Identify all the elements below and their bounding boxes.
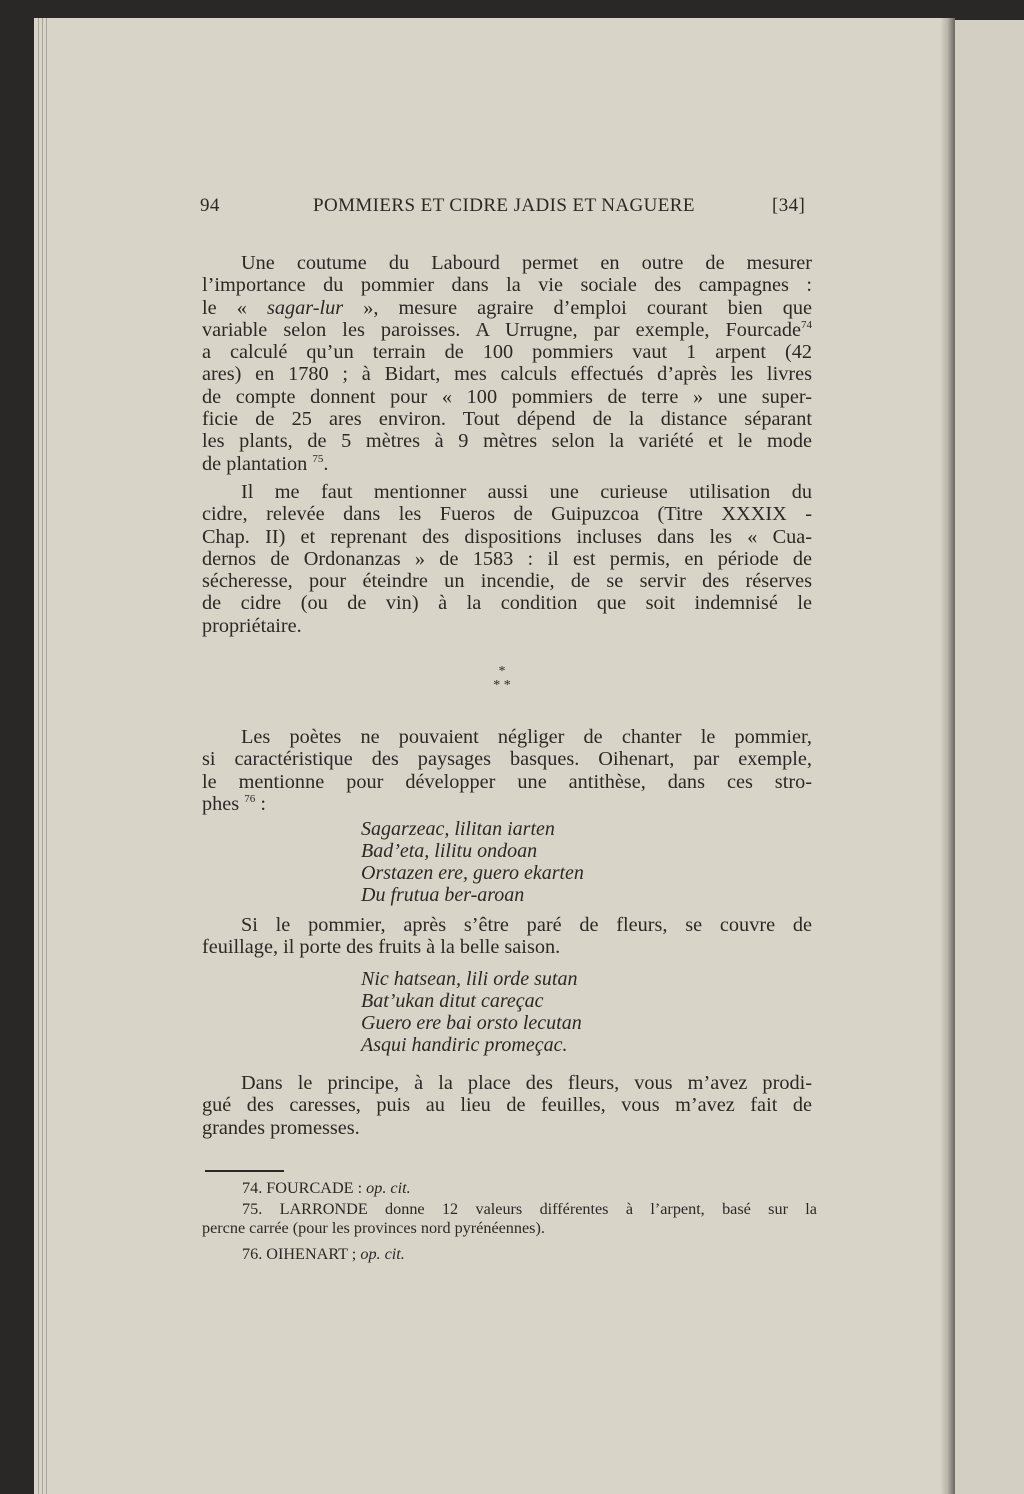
footnote-74: 74. FOURCADE : op. cit. <box>242 1179 411 1197</box>
text-line: phes $^{76}$ : <box>202 792 266 815</box>
text-line: Si le pommier, après s’être paré de fleurs, se couvre de <box>241 914 812 936</box>
text-line: les plants, de 5 mètres à 9 mètres selon la variété et le mode <box>202 430 812 453</box>
text-line: variable selon les paroisses. A Urrugne, par exemple, Fourcade$^{74}$ <box>202 318 812 341</box>
running-title: POMMIERS ET CIDRE JADIS ET NAGUERE <box>313 195 695 216</box>
verse-line: Asqui handiric promeçac. <box>361 1034 568 1056</box>
section-separator <box>490 665 514 693</box>
text-line: de cidre (ou de vin) à la condition que soit indemnisé le <box>202 592 812 615</box>
page-edge <box>46 18 47 1494</box>
verse-line: Bat’ukan ditut careçac <box>361 990 544 1012</box>
paragraph-1 <box>202 252 812 475</box>
text-line: propriétaire. <box>202 614 302 637</box>
separator-stars-bottom: * * <box>493 678 511 693</box>
verse-line: Orstazen ere, guero ekarten <box>361 862 584 884</box>
text-line: de plantation $^{75}$. <box>202 452 329 475</box>
separator-star-top: * <box>498 664 506 679</box>
verse-line: Nic hatsean, lili orde sutan <box>361 968 578 990</box>
text-line: a calculé qu’un terrain de 100 pommiers vaut 1 arpent (42 <box>202 341 812 364</box>
text-line: ficie de 25 ares environ. Tout dépend de la distance séparant <box>202 408 812 431</box>
text-line: Les poètes ne pouvaient négliger de chanter le pommier, <box>241 726 812 748</box>
text-line: Il me faut mentionner aussi une curieuse utilisation du <box>241 481 812 503</box>
facing-page <box>955 20 1024 1494</box>
text-line: si caractéristique des paysages basques. Oihenart, par exemple, <box>202 748 812 771</box>
text-line: Chap. II) et reprenant des dispositions incluses dans les « Cua- <box>202 525 812 548</box>
verse-line: Guero ere bai orsto lecutan <box>361 1012 582 1034</box>
book-gutter <box>940 18 955 1494</box>
text-line: de compte donnent pour « 100 pommiers de terre » une super- <box>202 385 812 408</box>
text-line: le « sagar-lur », mesure agraire d’emploi courant bien que <box>202 296 813 319</box>
paragraph-2 <box>202 481 812 637</box>
footnote-75: 75. LARRONDE donne 12 valeurs différentes à l’arpent, basé sur la percne carrée (pour les provinces nord pyrénéennes). <box>202 1200 817 1237</box>
text-line: Dans le principe, à la place des fleurs, vous m’avez prodi- <box>241 1072 812 1094</box>
text-line: gué des caresses, puis au lieu de feuilles, vous m’avez fait de <box>202 1094 812 1117</box>
paragraph-5 <box>202 1072 812 1139</box>
verse-2 <box>361 968 582 1056</box>
section-number: [34] <box>772 195 806 216</box>
page-number: 94 <box>200 195 220 216</box>
paragraph-4 <box>202 914 812 959</box>
text-line: dernos de Ordonanzas » de 1583 : il est permis, en période de <box>202 547 812 570</box>
footnote-ref: 74 <box>801 318 812 331</box>
footnote-rule <box>205 1170 284 1172</box>
verse-line: Sagarzeac, lilitan iarten <box>361 818 555 840</box>
footnote-ref: 75 <box>312 452 324 465</box>
verse-1 <box>361 818 584 906</box>
text-line: Une coutume du Labourd permet en outre de mesurer <box>241 252 812 274</box>
paragraph-3 <box>202 726 812 815</box>
text-line: feuillage, il porte des fruits à la belle saison. <box>202 936 561 959</box>
page-edge <box>42 18 43 1494</box>
page-edge <box>38 18 39 1494</box>
text-line: grandes promesses. <box>202 1116 360 1139</box>
text-line: le mentionne pour développer une antithèse, dans ces stro- <box>202 770 812 793</box>
text-line: sécheresse, pour éteindre un incendie, de se servir des réserves <box>202 570 812 593</box>
text-line: l’importance du pommier dans la vie sociale des campagnes : <box>202 274 812 297</box>
footnote-76: 76. OIHENART ; op. cit. <box>242 1245 405 1263</box>
verse-line: Du frutua ber-aroan <box>361 884 525 906</box>
text-line: ares) en 1780 ; à Bidart, mes calculs effectués d’après les livres <box>202 363 812 386</box>
text-line: cidre, relevée dans les Fueros de Guipuzcoa (Titre XXXIX - <box>202 503 812 526</box>
verse-line: Bad’eta, lilitu ondoan <box>361 840 538 862</box>
footnote-ref: 76 <box>244 792 256 805</box>
